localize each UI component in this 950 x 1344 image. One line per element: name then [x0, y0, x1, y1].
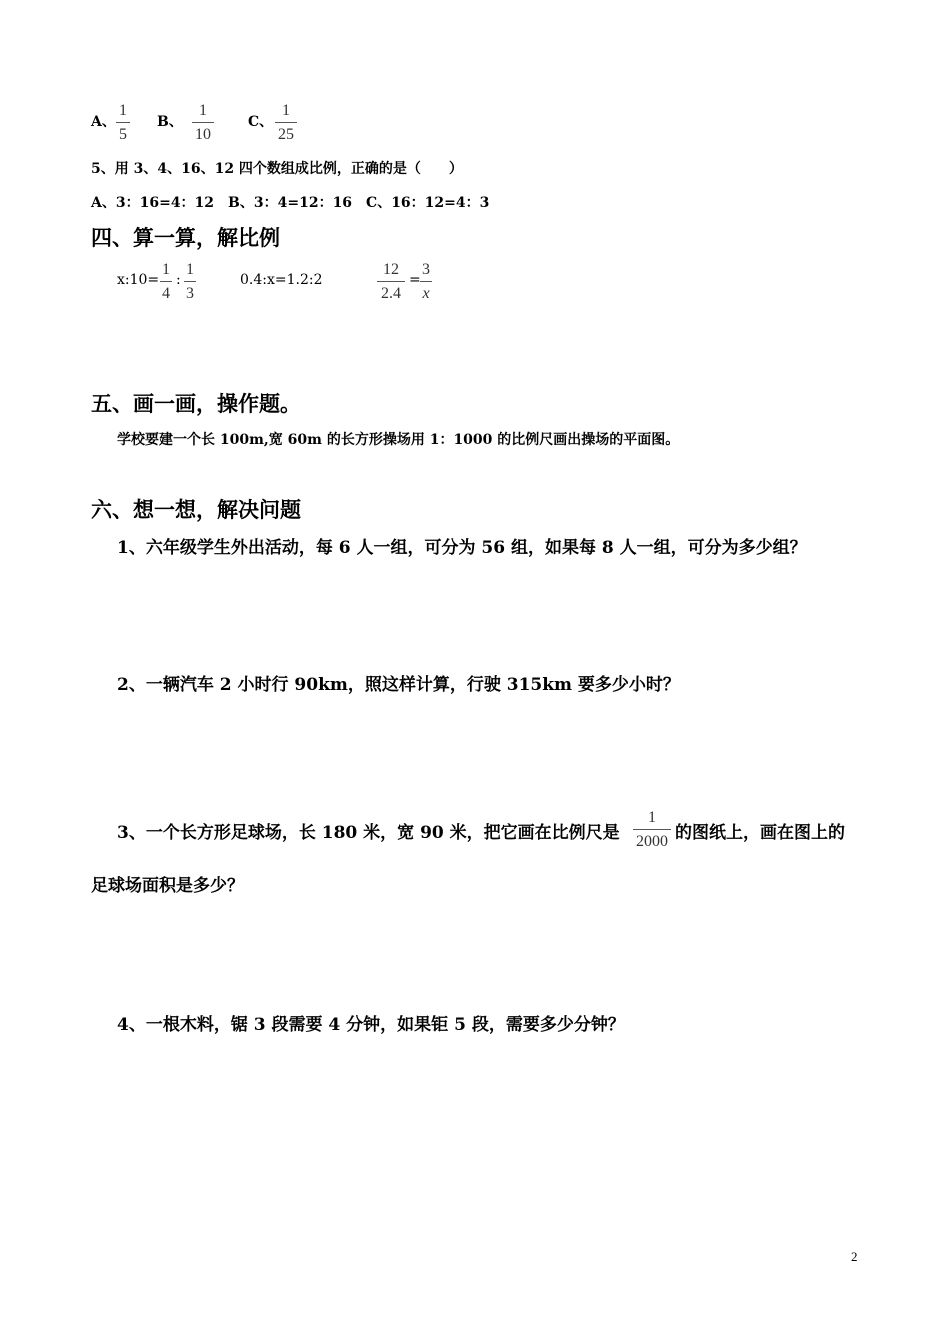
fraction-denominator: 5 — [119, 126, 127, 143]
option-c-label: C、 — [248, 114, 274, 130]
option-b-label: B、 — [157, 114, 183, 130]
problem-3-text-start: 3、一个长方形足球场，长 180 米，宽 90 米，把它画在比例尺是 — [117, 823, 620, 843]
fraction-bar — [633, 829, 671, 830]
fraction-numerator: 3 — [422, 261, 430, 278]
fraction-bar — [184, 281, 196, 282]
fraction-numerator: 1 — [186, 261, 194, 278]
fraction-denominator: 10 — [195, 126, 211, 143]
equation-3-equals: = — [409, 272, 421, 288]
fraction-bar — [192, 122, 214, 123]
fraction-bar — [160, 281, 172, 282]
fraction-denominator: 2000 — [636, 833, 668, 850]
option-b-fraction — [192, 103, 214, 143]
equation-1-prefix: x:10= — [117, 272, 160, 288]
section-6-title: 六、想一想，解决问题 — [91, 498, 301, 522]
problem-4-text: 4、一根木料，锯 3 段需要 4 分钟，如果钜 5 段，需要多少分钟？ — [117, 1015, 625, 1035]
fraction-numerator: 1 — [119, 102, 127, 119]
fraction-denominator: 4 — [162, 285, 170, 302]
problem-1-text: 1、六年级学生外出活动，每 6 人一组，可分为 56 组，如果每 8 人一组，可分为多少组？ — [117, 538, 807, 558]
section-5-text: 学校要建一个长 100m,宽 60m 的长方形操场用 1：1000 的比例尺画出操场的平面图。 — [117, 432, 680, 448]
problem-2-text: 2、一辆汽车 2 小时行 90km，照这样计算，行驶 315km 要多少小时？ — [117, 675, 680, 695]
fraction-numerator: 12 — [383, 261, 399, 278]
question-5-text: 5、用 3、4、16、12 四个数组成比例，正确的是（ ） — [91, 161, 463, 177]
equation-1-fraction-1 — [160, 262, 172, 302]
equation-2: 0.4:x=1.2:2 — [240, 272, 323, 288]
equation-3-fraction-1 — [377, 262, 405, 302]
problem-3-text-line-2: 足球场面积是多少？ — [91, 876, 244, 896]
fraction-numerator: 1 — [648, 809, 656, 826]
fraction-bar — [377, 281, 405, 282]
option-a-label: A、 — [91, 114, 116, 130]
fraction-bar — [275, 122, 297, 123]
fraction-denominator: x — [422, 285, 430, 302]
page-number: 2 — [851, 1249, 858, 1264]
fraction-numerator: 1 — [199, 102, 207, 119]
option-a-fraction — [116, 103, 130, 143]
fraction-bar — [116, 122, 130, 123]
fraction-denominator: 3 — [186, 285, 194, 302]
equation-3-fraction-2 — [420, 262, 432, 302]
equation-1-fraction-2 — [184, 262, 196, 302]
section-5-title: 五、画一画，操作题。 — [91, 392, 301, 416]
problem-3-scale-fraction — [633, 810, 671, 850]
question-5-options: A、3：16=4：12 B、3：4=12：16 C、16：12=4：3 — [91, 195, 490, 211]
fraction-numerator: 1 — [162, 261, 170, 278]
fraction-bar — [420, 281, 432, 282]
problem-3-text-end: 的图纸上，画在图上的 — [675, 823, 845, 843]
option-c-fraction — [275, 103, 297, 143]
fraction-denominator: 25 — [278, 126, 294, 143]
fraction-numerator: 1 — [282, 102, 290, 119]
equation-1-colon: : — [176, 272, 181, 288]
section-4-title: 四、算一算，解比例 — [91, 226, 280, 250]
fraction-denominator: 2.4 — [381, 285, 401, 302]
